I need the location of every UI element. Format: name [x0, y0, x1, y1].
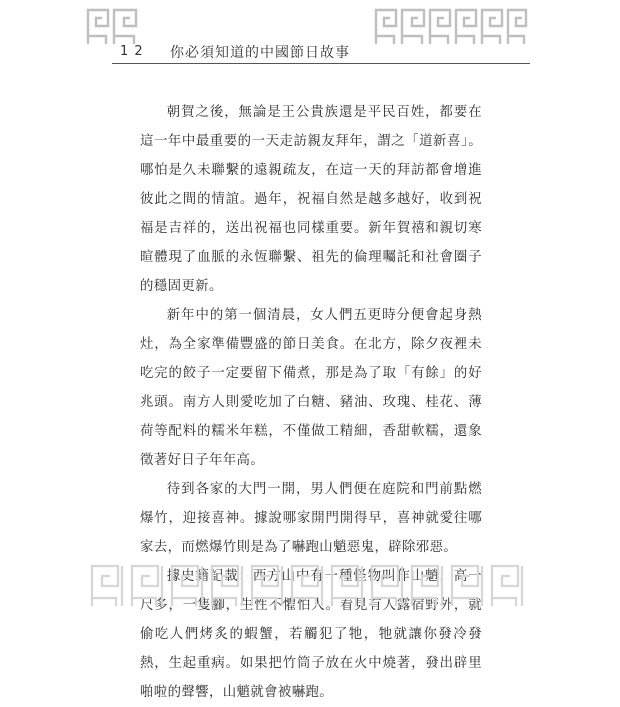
- page-number: 1 2: [120, 44, 144, 59]
- paragraph-2: 新年中的第一個清晨，女人們五更時分便會起身熱灶，為全家準備豐盛的節日美食。在北方，除夕夜裡未吃完的餃子一定要留下備煮，那是為了取「有餘」的好兆頭。南方人則愛吃加了白糖、豬油、玫瑰、桂花、薄荷等配料的糯米年糕，不僅做工精細，香甜軟糯，還象徵著好日子年年高。: [140, 308, 482, 468]
- header-divider: [112, 63, 530, 64]
- body-text: [140, 98, 482, 707]
- paragraph-3: 待到各家的大門一開，男人們便在庭院和門前點燃爆竹，迎接喜神。據說哪家開門開得早，喜神就愛往哪家去，而燃爆竹則是為了嚇跑山魈惡鬼，辟除邪惡。: [140, 482, 482, 555]
- paragraph-4: 偷吃人們烤炙的蝦蟹，若觸犯了牠，牠就讓你發冷發熱，生起重病。如果把竹筒子放在火中燒著，發出辟里啪啦的聲響，山魈就會被嚇跑。: [140, 627, 482, 700]
- page-header: [0, 0, 620, 80]
- fret-ornament-band-icon: [372, 6, 530, 48]
- footer-fret-band-icon: [88, 560, 528, 610]
- paragraph-1: 朝賀之後，無論是王公貴族還是平民百姓，都要在這一年中最重要的一天走訪親友拜年，謂之「道新喜」。哪怕是久未聯繫的遠親疏友，在這一天的拜訪都會增進彼此之間的情誼。過年，祝福自然是越多越好，收到祝福是吉祥的，送出祝福也同樣重要。新年賀禧和親切寒暄體現了血脈的永恆聯繫、祖先的倫理囑託和社會圈子的穩固更新。: [140, 105, 482, 294]
- fret-ornament-icon: [84, 6, 140, 48]
- running-header-title: 你必須知道的中國節日故事: [170, 45, 350, 61]
